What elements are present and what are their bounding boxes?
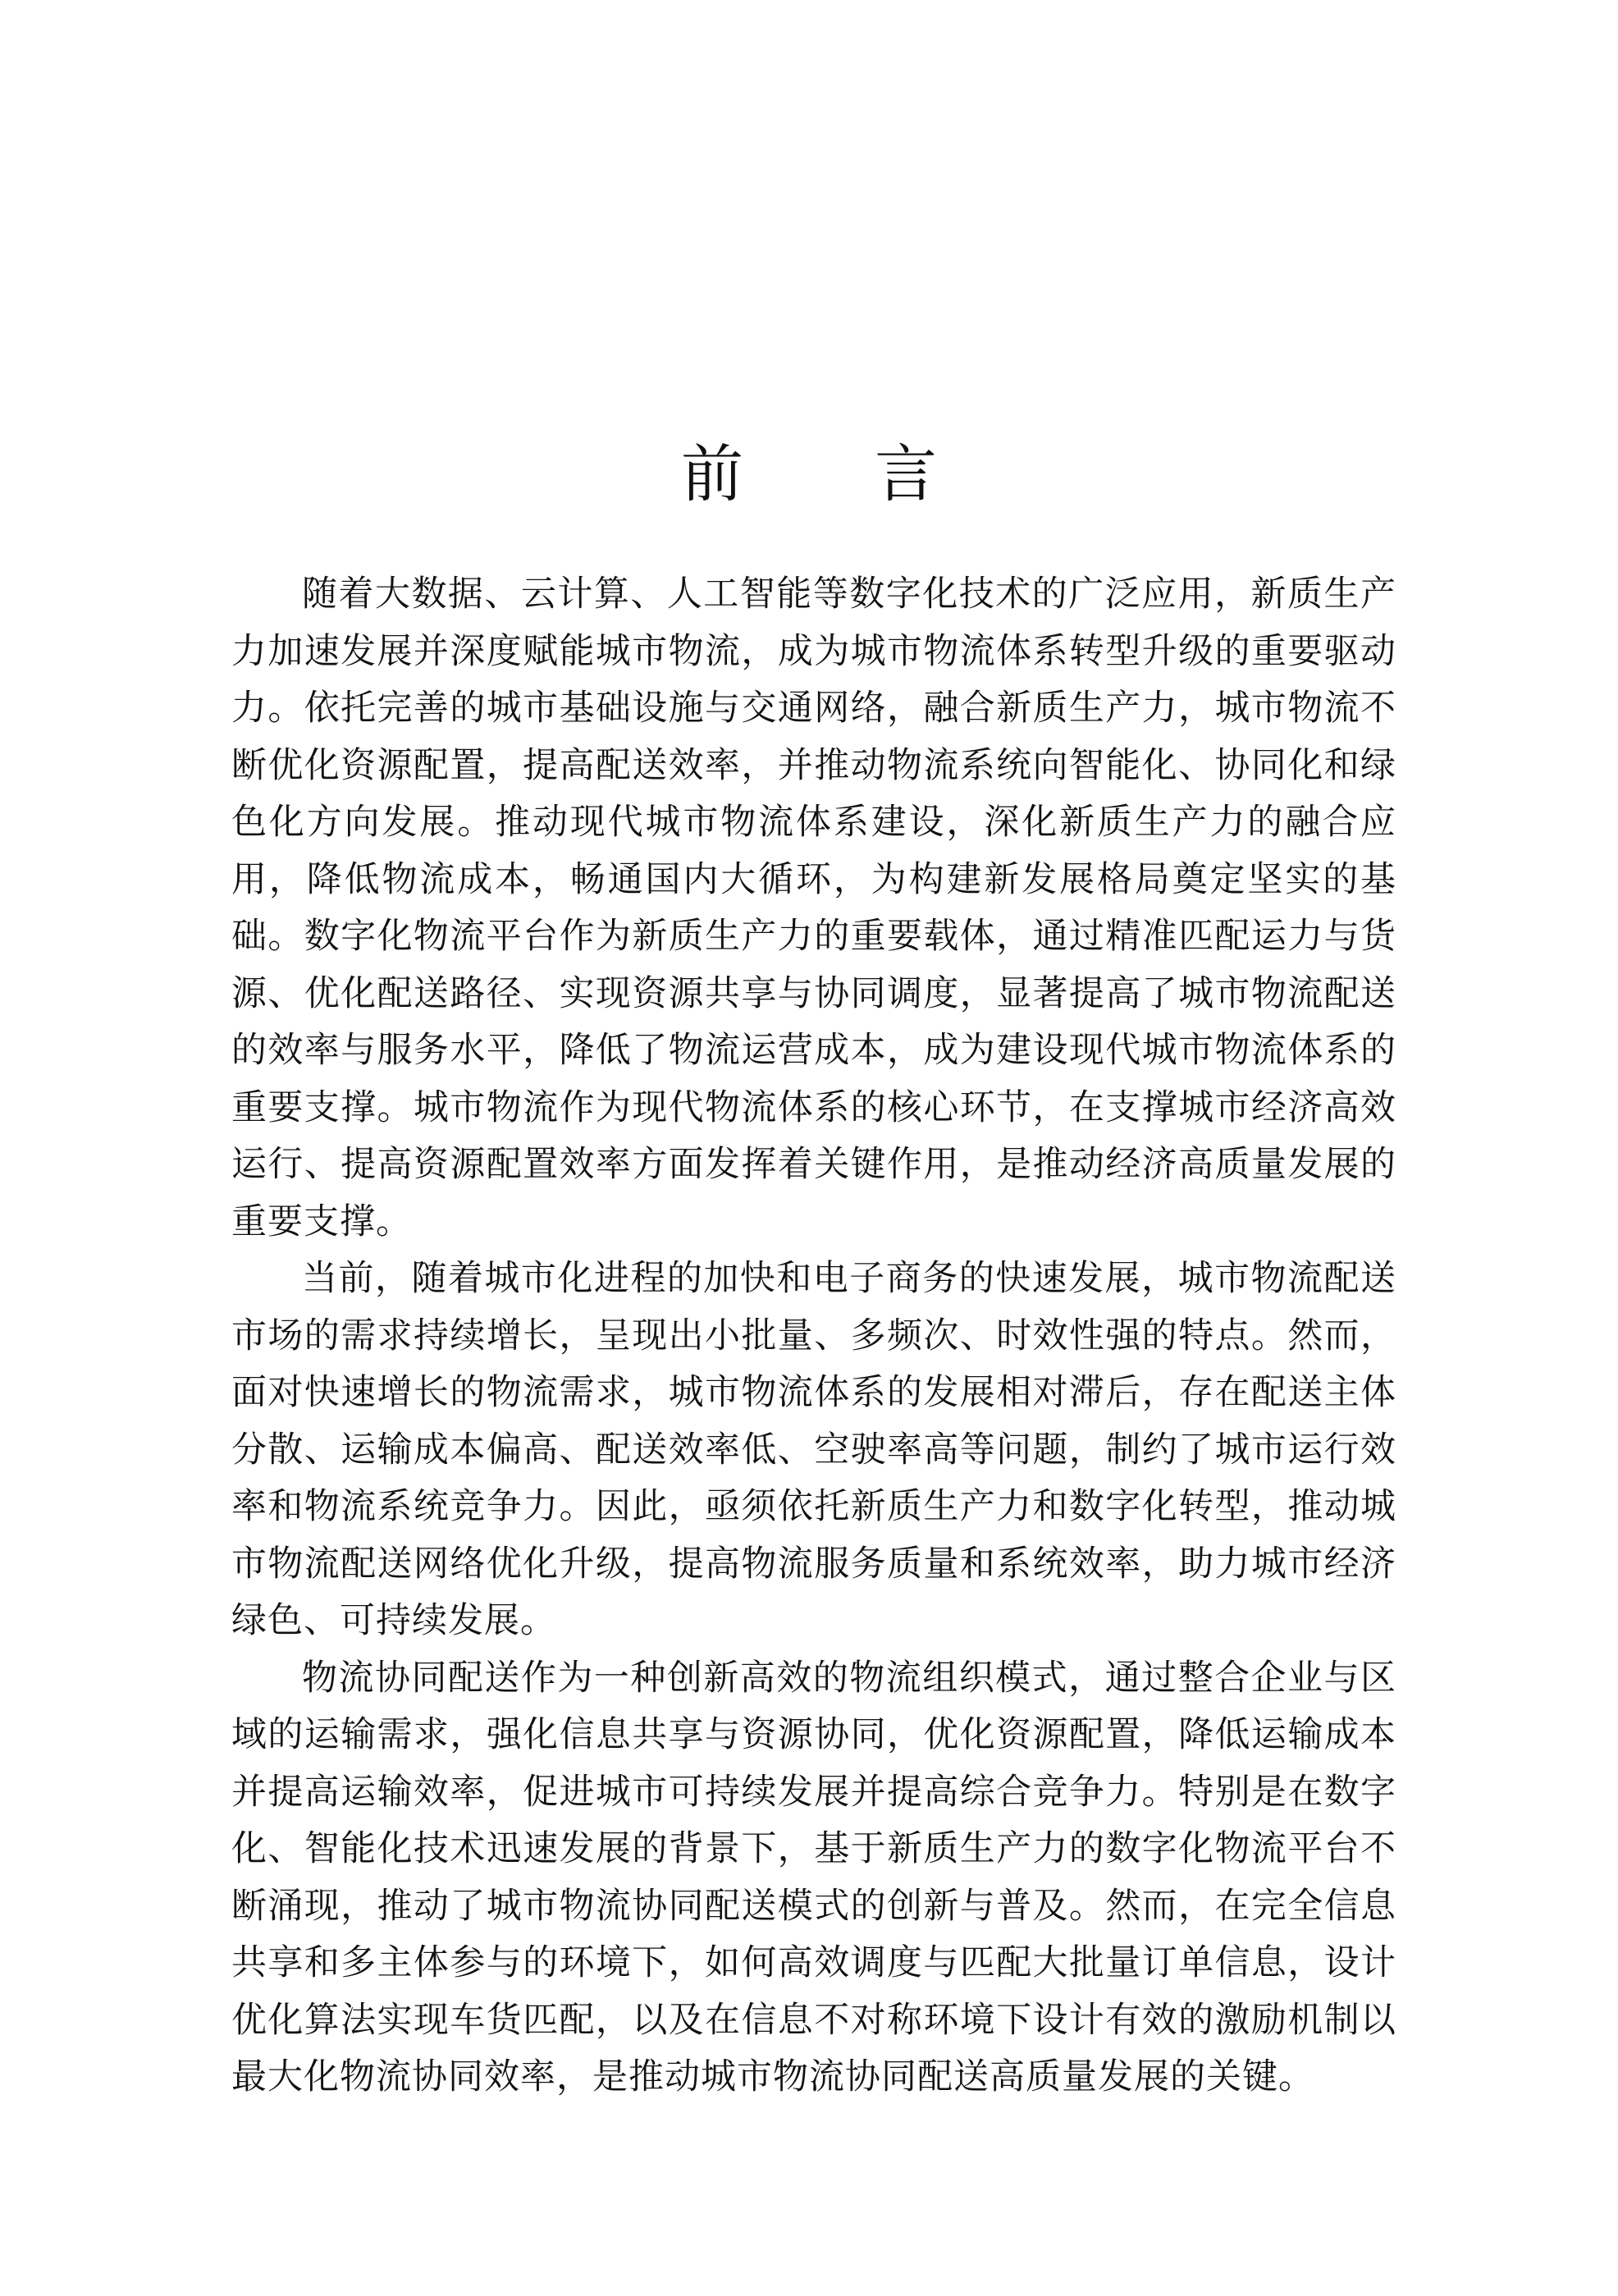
paragraph-1: 随着大数据、云计算、人工智能等数字化技术的广泛应用，新质生产力加速发展并深度赋能城市物流，成为城市物流体系转型升级的重要驱动力。依托完善的城市基础设施与交通网络，融合新质生产力，城市物流不断优化资源配置，提高配送效率，并推动物流系统向智能化、协同化和绿色化方向发展。推动现代城市物流体系建设，深化新质生产力的融合应用，降低物流成本，畅通国内大循环，为构建新发展格局奠定坚实的基础。数字化物流平台作为新质生产力的重要载体，通过精准匹配运力与货源、优化配送路径、实现资源共享与协同调度，显著提高了城市物流配送的效率与服务水平，降低了物流运营成本，成为建设现代城市物流体系的重要支撑。城市物流作为现代物流体系的核心环节，在支撑城市经济高效运行、提高资源配置效率方面发挥着关键作用，是推动经济高质量发展的重要支撑。 [231,574,1396,1242]
paragraph-3: 物流协同配送作为一种创新高效的物流组织模式，通过整合企业与区域的运输需求，强化信息共享与资源协同，优化资源配置，降低运输成本并提高运输效率，促进城市可持续发展并提高综合竞争力。特别是在数字化、智能化技术迅速发展的背景下，基于新质生产力的数字化物流平台不断涌现，推动了城市物流协同配送模式的创新与普及。然而，在完全信息共享和多主体参与的环境下，如何高效调度与匹配大批量订单信息，设计优化算法实现车货匹配，以及在信息不对称环境下设计有效的激励机制以最大化物流协同效率，是推动城市物流协同配送高质量发展的关键。 [231,1657,1396,2097]
body-text [231,566,1396,2106]
paragraph-2: 当前，随着城市化进程的加快和电子商务的快速发展，城市物流配送市场的需求持续增长，呈现出小批量、多频次、时效性强的特点。然而，面对快速增长的物流需求，城市物流体系的发展相对滞后，存在配送主体分散、运输成本偏高、配送效率低、空驶率高等问题，制约了城市运行效率和物流系统竞争力。因此，亟须依托新质生产力和数字化转型，推动城市物流配送网络优化升级，提高物流服务质量和系统效率，助力城市经济绿色、可持续发展。 [231,1258,1396,1641]
page-title: 前言 [681,437,1068,510]
